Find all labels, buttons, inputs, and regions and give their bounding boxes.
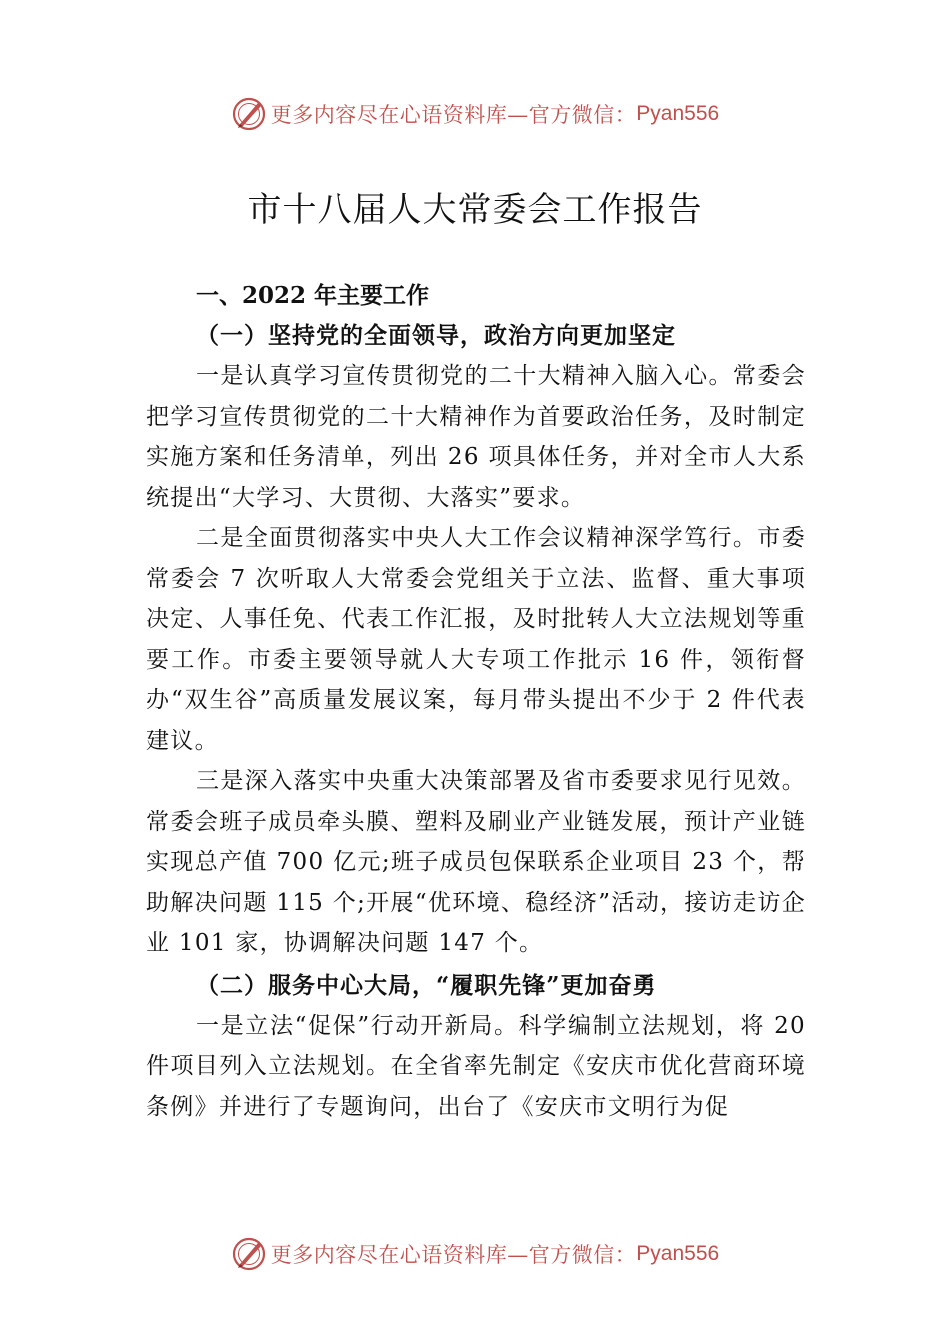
subsection-heading: （一）坚持党的全面领导，政治方向更加坚定 [196, 322, 676, 349]
pen-logo-icon [231, 96, 267, 132]
body-paragraph: 一是立法“促保”行动开新局。科学编制立法规划，将 20 件项目列入立法规划。在全省率先制定《安庆市优化营商环境条例》并进行了专题询问，出台了《安庆市文明行为促 [146, 1012, 806, 1120]
pen-logo-icon [231, 1236, 267, 1272]
body-paragraph: 三是深入落实中央重大决策部署及省市委要求见行见效。常委会班子成员牵头膜、塑料及刷业产业链发展，预计产业链实现总产值 700 亿元;班子成员包保联系企业项目 23 个，帮助解决问题 115 个;开展“优环境、稳经济”活动，接访走访企业 101 家，协调解决问题 147 个。 [146, 768, 806, 956]
watermark-text: 更多内容尽在心语资料库—官方微信： [270, 103, 637, 127]
watermark-wechat-id: Pyan556 [636, 102, 720, 125]
section-heading: 一、2022 年主要工作 [196, 282, 430, 309]
body-paragraph: 一是认真学习宣传贯彻党的二十大精神入脑入心。常委会把学习宣传贯彻党的二十大精神作为首要政治任务，及时制定实施方案和任务清单，列出 26 项具体任务，并对全市人大系统提出“大学习、大贯彻、大落实”要求。 [146, 363, 806, 511]
document-title: 市十八届人大常委会工作报告 [247, 190, 703, 230]
watermark-banner-bottom [0, 1232, 950, 1276]
body-paragraph: 二是全面贯彻落实中央人大工作会议精神深学笃行。市委常委会 7 次听取人大常委会党组关于立法、监督、重大事项决定、人事任免、代表工作汇报，及时批转人大立法规划等重要工作。市委主要领导就人大专项工作批示 16 件，领衔督办“双生谷”高质量发展议案，每月带头提出不少于 2 件代表建议。 [146, 525, 806, 754]
document-body [146, 276, 806, 1127]
watermark-banner-top [0, 92, 950, 136]
subsection-heading: （二）服务中心大局，“履职先锋”更加奋勇 [196, 971, 657, 999]
watermark-wechat-id: Pyan556 [636, 1242, 720, 1265]
watermark-text: 更多内容尽在心语资料库—官方微信： [270, 1243, 637, 1267]
